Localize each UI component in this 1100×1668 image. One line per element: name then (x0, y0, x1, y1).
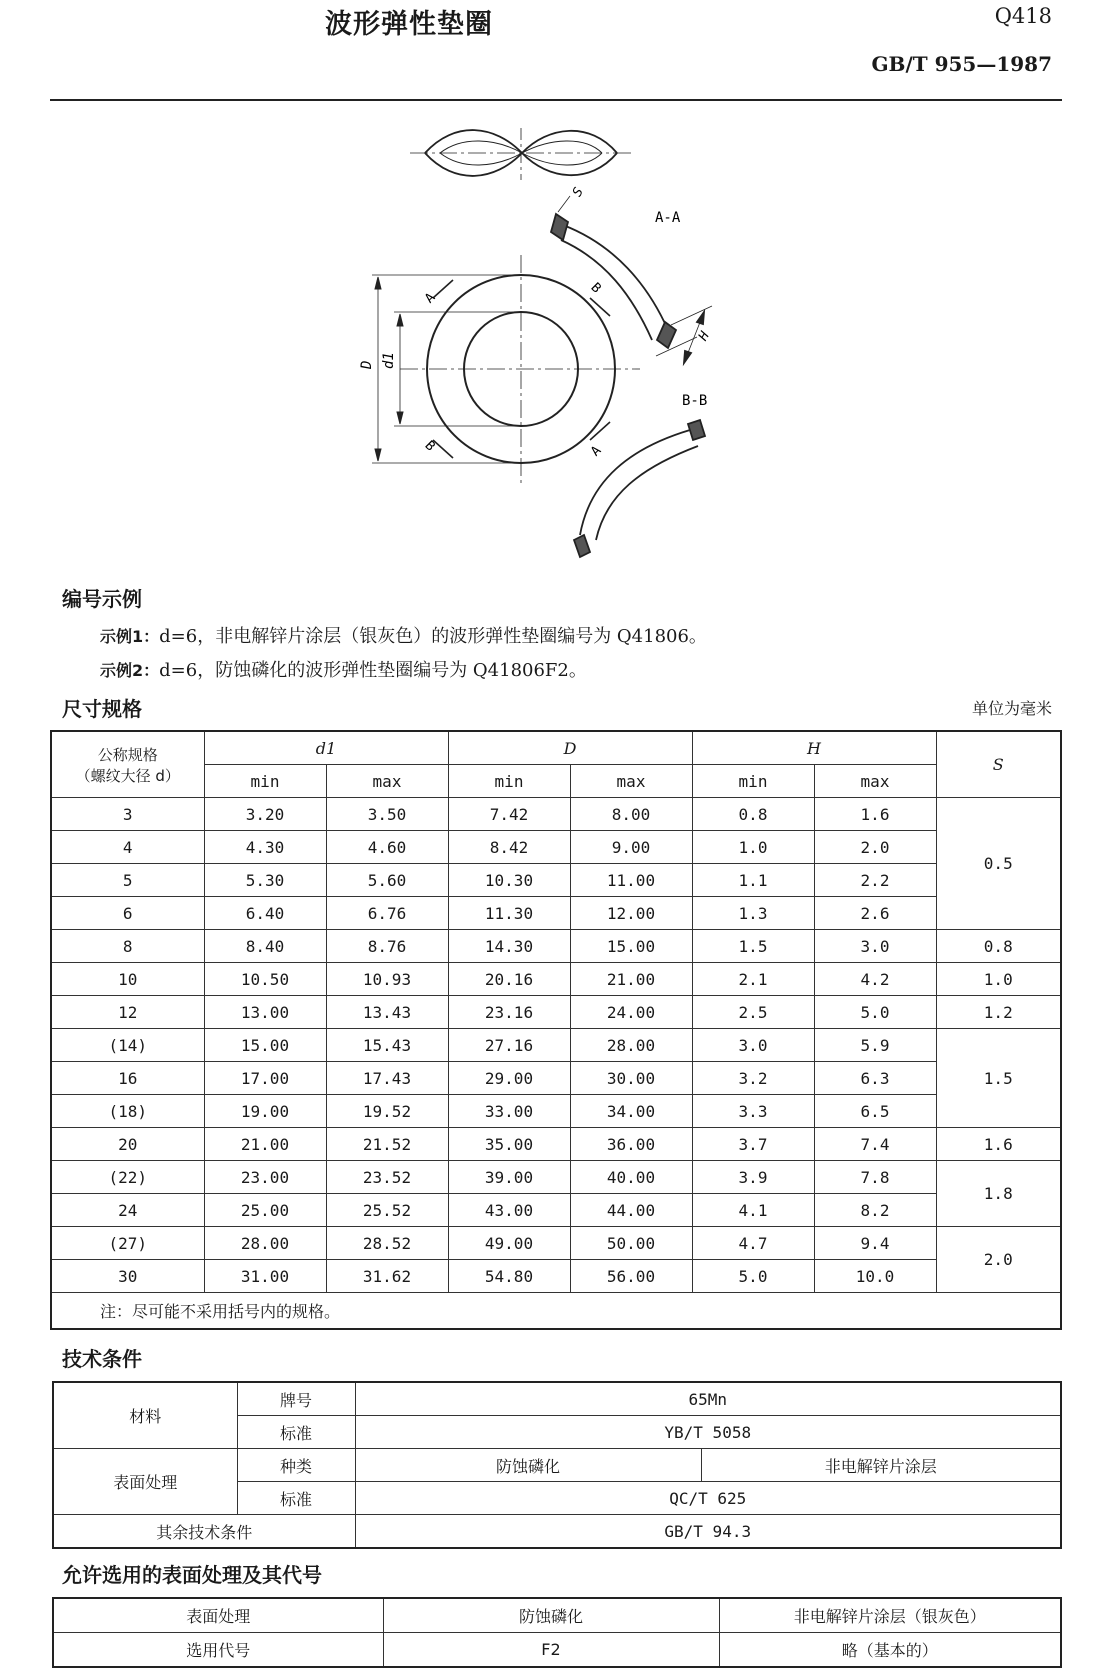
cell-hmax: 1.6 (814, 798, 936, 831)
cell-hmax: 7.8 (814, 1161, 936, 1194)
cell-spec: 5 (51, 864, 204, 897)
cell-dmax: 56.00 (570, 1260, 692, 1293)
material-label: 材料 (53, 1382, 237, 1449)
page-title: 波形弹性垫圈 (325, 9, 493, 40)
example-1-label: 示例1： (100, 627, 160, 646)
table-row (51, 1095, 1061, 1128)
cell-dmin: 7.42 (448, 798, 570, 831)
example-1 (100, 622, 707, 648)
cell-hmax: 2.6 (814, 897, 936, 930)
col-H: H (692, 731, 936, 765)
note-row (51, 1293, 1061, 1330)
col-d1: d1 (204, 731, 448, 765)
cell-d1min: 31.00 (204, 1260, 326, 1293)
example-2 (100, 656, 587, 682)
cell-hmin: 1.1 (692, 864, 814, 897)
cell-dmax: 50.00 (570, 1227, 692, 1260)
cell-hmin: 3.7 (692, 1128, 814, 1161)
cell-spec: 6 (51, 897, 204, 930)
cell-dmin: 11.30 (448, 897, 570, 930)
cell-hmax: 3.0 (814, 930, 936, 963)
col-D-min: min (448, 765, 570, 798)
cell-hmax: 6.3 (814, 1062, 936, 1095)
cell-dmin: 43.00 (448, 1194, 570, 1227)
surface-options-heading: 允许选用的表面处理及其代号 (62, 1563, 322, 1587)
cell-dmin: 33.00 (448, 1095, 570, 1128)
kind-value-1: 防蚀磷化 (355, 1449, 701, 1482)
cell-hmin: 0.8 (692, 798, 814, 831)
cell-d1max: 4.60 (326, 831, 448, 864)
cell-spec: 4 (51, 831, 204, 864)
cell-hmax: 2.2 (814, 864, 936, 897)
cell-hmin: 2.1 (692, 963, 814, 996)
cell-hmin: 3.0 (692, 1029, 814, 1062)
cell-spec: 8 (51, 930, 204, 963)
cell-hmin: 3.9 (692, 1161, 814, 1194)
cell-dmax: 15.00 (570, 930, 692, 963)
cell-s: 1.0 (936, 963, 1061, 996)
cell-hmin: 3.3 (692, 1095, 814, 1128)
cell-d1max: 5.60 (326, 864, 448, 897)
other-value: GB/T 94.3 (355, 1515, 1061, 1549)
example-2-text: d=6，防蚀磷化的波形弹性垫圈编号为 Q41806F2。 (159, 660, 587, 681)
technical-heading: 技术条件 (62, 1347, 142, 1371)
table-row (51, 831, 1061, 864)
unit-label: 单位为毫米 (971, 699, 1052, 718)
header-row-1 (51, 731, 1061, 765)
label-b-top: B (587, 280, 604, 297)
table-row (51, 1062, 1061, 1095)
table-row (51, 897, 1061, 930)
dimensions-heading: 尺寸规格 (62, 697, 142, 721)
cell-s: 1.8 (936, 1161, 1061, 1227)
part-code: Q418 (994, 4, 1052, 28)
label-D: D (359, 360, 375, 369)
cell-spec: (22) (51, 1161, 204, 1194)
cell-d1min: 23.00 (204, 1161, 326, 1194)
cell-spec: 24 (51, 1194, 204, 1227)
cell-hmin: 1.3 (692, 897, 814, 930)
cell-hmax: 5.0 (814, 996, 936, 1029)
cell-dmax: 36.00 (570, 1128, 692, 1161)
cell-hmax: 6.5 (814, 1095, 936, 1128)
surface-standard-value: QC/T 625 (355, 1482, 1061, 1515)
material-standard-label: 标准 (237, 1416, 355, 1449)
header-divider (50, 99, 1062, 101)
cell-dmax: 21.00 (570, 963, 692, 996)
cell-d1max: 19.52 (326, 1095, 448, 1128)
section-aa (551, 196, 712, 363)
cell-dmax: 12.00 (570, 897, 692, 930)
tech-row-kind (53, 1449, 1061, 1482)
cell-d1max: 28.52 (326, 1227, 448, 1260)
col-S: S (936, 731, 1061, 798)
cell-d1min: 4.30 (204, 831, 326, 864)
col-spec-line2: （螺纹大径 d） (75, 766, 180, 785)
cell-d1min: 17.00 (204, 1062, 326, 1095)
technical-table (52, 1381, 1062, 1549)
cell-d1max: 6.76 (326, 897, 448, 930)
cell-dmin: 39.00 (448, 1161, 570, 1194)
cell-spec: 16 (51, 1062, 204, 1095)
table-row (51, 996, 1061, 1029)
cell-d1max: 17.43 (326, 1062, 448, 1095)
surface-row-code (53, 1633, 1061, 1668)
cell-d1min: 25.00 (204, 1194, 326, 1227)
col-spec-line1: 公称规格 (97, 745, 158, 764)
cell-hmax: 9.4 (814, 1227, 936, 1260)
cell-hmin: 4.7 (692, 1227, 814, 1260)
cell-dmin: 54.80 (448, 1260, 570, 1293)
cell-dmax: 11.00 (570, 864, 692, 897)
side-view (410, 128, 632, 180)
cell-d1min: 13.00 (204, 996, 326, 1029)
surface-code-label: 选用代号 (53, 1633, 383, 1668)
cell-hmin: 3.2 (692, 1062, 814, 1095)
table-row (51, 1161, 1061, 1194)
cell-d1min: 15.00 (204, 1029, 326, 1062)
kind-value-2: 非电解锌片涂层 (701, 1449, 1061, 1482)
cell-hmin: 1.5 (692, 930, 814, 963)
cell-dmin: 49.00 (448, 1227, 570, 1260)
label-section-aa: A-A (655, 210, 681, 226)
cell-hmax: 7.4 (814, 1128, 936, 1161)
cell-dmax: 44.00 (570, 1194, 692, 1227)
cell-d1min: 21.00 (204, 1128, 326, 1161)
cell-hmin: 4.1 (692, 1194, 814, 1227)
cell-spec: 10 (51, 963, 204, 996)
table-row (51, 864, 1061, 897)
surface-opt-2: 非电解锌片涂层（银灰色） (719, 1598, 1061, 1633)
cell-d1max: 15.43 (326, 1029, 448, 1062)
cell-dmax: 30.00 (570, 1062, 692, 1095)
cell-d1max: 3.50 (326, 798, 448, 831)
section-bb (574, 420, 705, 557)
cell-spec: 12 (51, 996, 204, 1029)
cell-d1max: 31.62 (326, 1260, 448, 1293)
material-standard-value: YB/T 5058 (355, 1416, 1061, 1449)
surface-col-label: 表面处理 (53, 1598, 383, 1633)
col-D: D (448, 731, 692, 765)
example-2-label: 示例2： (100, 661, 160, 680)
label-h: H (695, 329, 713, 344)
table-note: 注：尽可能不采用括号内的规格。 (51, 1293, 1061, 1330)
cell-d1max: 13.43 (326, 996, 448, 1029)
dimensions-table (50, 730, 1062, 1330)
cell-d1max: 23.52 (326, 1161, 448, 1194)
table-row (51, 1029, 1061, 1062)
cell-spec: (18) (51, 1095, 204, 1128)
cell-dmax: 9.00 (570, 831, 692, 864)
cell-d1min: 28.00 (204, 1227, 326, 1260)
cell-s: 2.0 (936, 1227, 1061, 1293)
kind-label: 种类 (237, 1449, 355, 1482)
cell-s: 0.5 (936, 798, 1061, 930)
cell-spec: (14) (51, 1029, 204, 1062)
surface-row-treatment (53, 1598, 1061, 1633)
cell-d1min: 5.30 (204, 864, 326, 897)
cell-spec: 20 (51, 1128, 204, 1161)
cell-dmax: 40.00 (570, 1161, 692, 1194)
label-a-top: A (422, 290, 439, 307)
cell-s: 1.5 (936, 1029, 1061, 1128)
cell-hmax: 10.0 (814, 1260, 936, 1293)
label-d1: d1 (381, 352, 397, 369)
table-row (51, 963, 1061, 996)
cell-hmin: 1.0 (692, 831, 814, 864)
other-label: 其余技术条件 (53, 1515, 355, 1549)
cell-dmin: 10.30 (448, 864, 570, 897)
cell-dmax: 8.00 (570, 798, 692, 831)
washer-drawing (340, 118, 780, 573)
surface-standard-label: 标准 (237, 1482, 355, 1515)
label-section-bb: B-B (682, 393, 708, 409)
surface-opt-1: 防蚀磷化 (383, 1598, 719, 1633)
col-H-min: min (692, 765, 814, 798)
cell-d1max: 21.52 (326, 1128, 448, 1161)
label-s: S (569, 185, 587, 200)
table-row (51, 1128, 1061, 1161)
tech-row-grade (53, 1382, 1061, 1416)
cell-d1min: 6.40 (204, 897, 326, 930)
surface-label: 表面处理 (53, 1449, 237, 1515)
cell-d1min: 10.50 (204, 963, 326, 996)
example-1-text: d=6，非电解锌片涂层（银灰色）的波形弹性垫圈编号为 Q41806。 (159, 626, 707, 647)
table-row (51, 798, 1061, 831)
cell-s: 0.8 (936, 930, 1061, 963)
cell-d1max: 10.93 (326, 963, 448, 996)
cell-spec: 3 (51, 798, 204, 831)
cell-hmin: 2.5 (692, 996, 814, 1029)
cell-d1min: 8.40 (204, 930, 326, 963)
label-a-bottom: A (588, 443, 605, 460)
cell-d1max: 25.52 (326, 1194, 448, 1227)
tech-row-other (53, 1515, 1061, 1549)
cell-hmax: 8.2 (814, 1194, 936, 1227)
table-row (51, 1194, 1061, 1227)
table-row (51, 1260, 1061, 1293)
cell-hmin: 5.0 (692, 1260, 814, 1293)
cell-spec: (27) (51, 1227, 204, 1260)
col-d1-max: max (326, 765, 448, 798)
col-d1-min: min (204, 765, 326, 798)
cell-hmax: 4.2 (814, 963, 936, 996)
table-row (51, 930, 1061, 963)
cell-dmax: 34.00 (570, 1095, 692, 1128)
col-H-max: max (814, 765, 936, 798)
cell-d1min: 19.00 (204, 1095, 326, 1128)
cell-s: 1.2 (936, 996, 1061, 1029)
cell-d1min: 3.20 (204, 798, 326, 831)
surface-options-table (52, 1597, 1062, 1668)
cell-hmax: 2.0 (814, 831, 936, 864)
numbering-heading: 编号示例 (62, 587, 142, 611)
cell-dmin: 27.16 (448, 1029, 570, 1062)
surface-code-1: F2 (383, 1633, 719, 1668)
cell-dmin: 35.00 (448, 1128, 570, 1161)
table-row (51, 1227, 1061, 1260)
col-D-max: max (570, 765, 692, 798)
cell-dmin: 8.42 (448, 831, 570, 864)
cell-dmin: 29.00 (448, 1062, 570, 1095)
cell-dmax: 24.00 (570, 996, 692, 1029)
cell-d1max: 8.76 (326, 930, 448, 963)
grade-value: 65Mn (355, 1382, 1061, 1416)
cell-dmax: 28.00 (570, 1029, 692, 1062)
cell-dmin: 14.30 (448, 930, 570, 963)
col-spec (51, 731, 204, 798)
standard-number: GB/T 955—1987 (871, 52, 1052, 76)
cell-hmax: 5.9 (814, 1029, 936, 1062)
cell-spec: 30 (51, 1260, 204, 1293)
surface-code-2: 略（基本的） (719, 1633, 1061, 1668)
label-b-bottom: B (421, 438, 438, 455)
cell-dmin: 20.16 (448, 963, 570, 996)
cell-dmin: 23.16 (448, 996, 570, 1029)
cell-s: 1.6 (936, 1128, 1061, 1161)
grade-label: 牌号 (237, 1382, 355, 1416)
